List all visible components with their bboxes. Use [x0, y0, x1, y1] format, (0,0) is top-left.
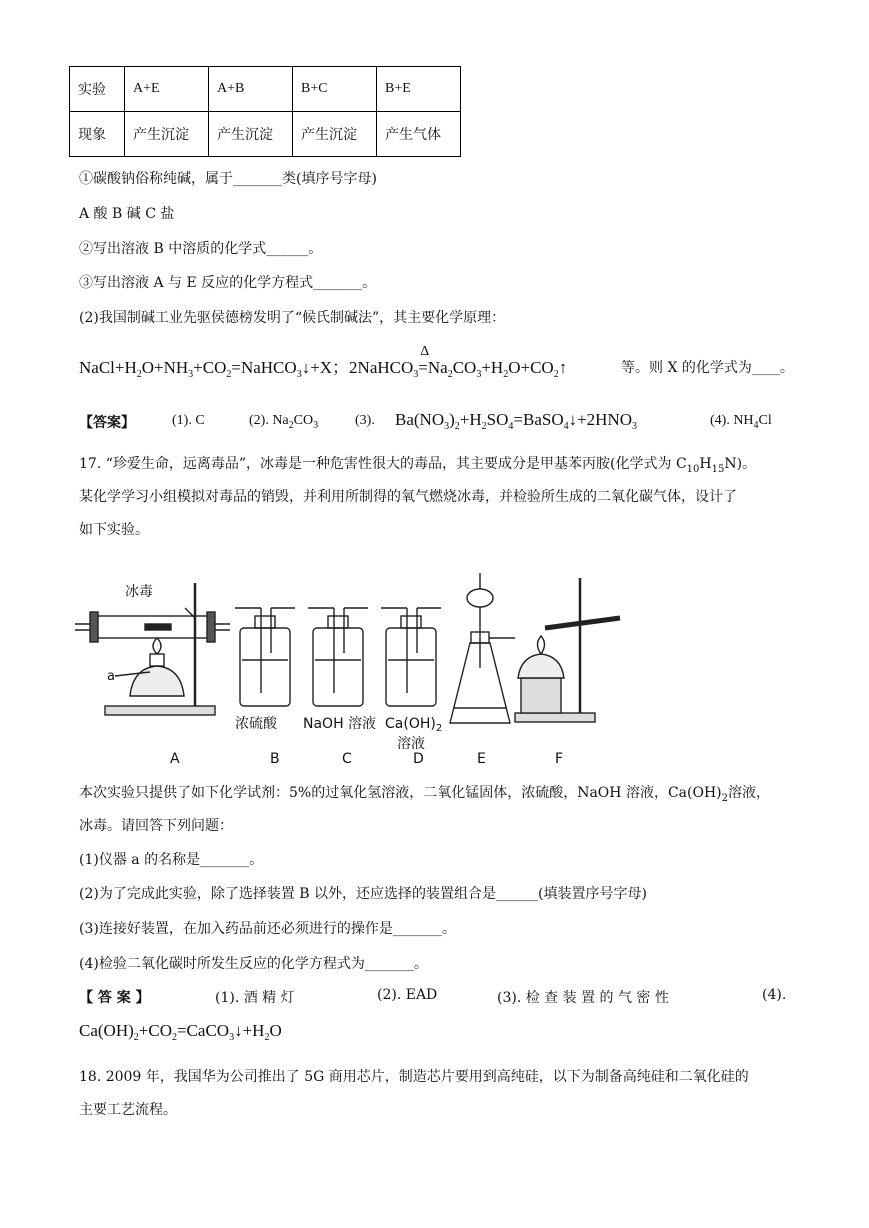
figure-label-d-reagent-2: 溶液	[397, 736, 425, 752]
answer-17-3: (3). 检 查 装 置 的 气 密 性	[497, 990, 669, 1006]
question-17-intro-1	[79, 453, 756, 473]
intro-text: 17. “珍爱生命，远离毒品”，冰毒是一种危害性很大的毒品，其主要成分是甲基苯丙胺(化学式为 C	[79, 456, 687, 472]
figure-label-a: a	[107, 669, 115, 684]
answer-16-4: (4). $NH_4Cl$	[710, 413, 772, 431]
answer-17-4-equation: $Ca(OH)_2+CO_2=CaCO_3↓+H_2O$	[79, 1021, 282, 1043]
answer-16-3-equation: $Ba(NO_3)_2+H_2SO_4=BaSO_4↓+2HNO_3$	[395, 410, 638, 432]
d-reagent-text: Ca(OH)	[385, 716, 436, 732]
answer-16-2-text: (2). Na	[249, 413, 289, 428]
table-cell: A+B	[209, 67, 293, 112]
answer-17-4: (4).	[762, 987, 787, 1003]
table-row	[70, 67, 461, 112]
answer-17-2: (2). EAD	[377, 987, 438, 1003]
reagents-text: 溶液，	[728, 785, 770, 801]
intro-text: H	[699, 456, 712, 472]
sub-text: 2	[721, 793, 728, 804]
figure-letter-b: B	[270, 751, 280, 767]
figure-letter-a: A	[170, 751, 180, 767]
question-16-part-1: ①碳酸钠俗称纯碱，属于_______类(填序号字母)	[79, 171, 377, 187]
experiment-table	[69, 66, 461, 157]
answer-17-1: (1). 酒 精 灯	[215, 990, 295, 1006]
question-16-options: A 酸 B 碱 C 盐	[79, 206, 175, 222]
answer-label: 【答案】	[79, 415, 135, 431]
table-cell: 现象	[70, 112, 125, 157]
d-reagent-sub: 2	[435, 723, 443, 734]
answer-16-4-text: (4). NH	[710, 413, 754, 428]
answer-17-label: 【 答 案 】	[79, 990, 150, 1006]
table-cell: B+E	[377, 67, 461, 112]
table-cell: B+C	[293, 67, 377, 112]
question-17-intro-3: 如下实验。	[79, 522, 149, 538]
table-cell: 产生沉淀	[125, 112, 209, 157]
question-17-part-1: (1)仪器 a 的名称是_______。	[79, 852, 264, 868]
question-17-part-2: (2)为了完成此实验，除了选择装置 B 以外，还应选择的装置组合是______(填装置序号字母)	[79, 886, 647, 902]
apparatus-figure	[75, 568, 635, 768]
answer-16-4-tail: Cl	[758, 413, 772, 428]
table-cell: 实验	[70, 67, 125, 112]
table-cell: A+E	[125, 67, 209, 112]
sub-text: 10	[686, 464, 700, 475]
ice-sample	[145, 624, 171, 630]
figure-letter-c: C	[342, 751, 352, 767]
hou-reaction-equations: $NaCl+H_2O+NH_3+CO_2=NaHCO_3↓+X$；2NaHCO$_3$ Δ $=Na_2CO_3+H_2O+CO_2↑$	[79, 344, 568, 380]
question-16-part-3: ③写出溶液 A 与 E 反应的化学方程式_______。	[79, 275, 377, 291]
figure-label-b-reagent: 浓硫酸	[235, 716, 277, 732]
figure-letter-f: F	[555, 751, 564, 767]
answer-16-3: (3).	[355, 413, 375, 428]
question-18-line-1: 18. 2009 年，我国华为公司推出了 5G 商用芯片，制造芯片要用到高纯硅，以下为制备高纯硅和二氧化硅的	[79, 1069, 749, 1085]
figure-letter-d: D	[413, 751, 424, 767]
question-16-part-4: (2)我国制碱工业先驱侯德榜发明了“候氏制碱法”，其主要化学原理：	[79, 310, 506, 326]
question-17-part-4: (4)检验二氧化碳时所发生反应的化学方程式为_______。	[79, 956, 428, 972]
question-17-reagents-1	[79, 782, 770, 802]
figure-label-c-reagent: NaOH 溶液	[303, 716, 377, 732]
answer-16-1: (1). C	[172, 413, 205, 428]
figure-label-d-reagent	[385, 716, 442, 734]
question-17-intro-2: 某化学学习小组模拟对毒品的销毁，并利用所制得的氧气燃烧冰毒，并检验所生成的二氧化碳气体，设计了	[79, 489, 737, 505]
question-18-line-2: 主要工艺流程。	[79, 1102, 177, 1118]
table-cell: 产生沉淀	[293, 112, 377, 157]
figure-label-ice: 冰毒	[125, 584, 153, 600]
table-cell: 产生气体	[377, 112, 461, 157]
table-row	[70, 112, 461, 157]
reagents-text: 本次实验只提供了如下化学试剂：5%的过氧化氢溶液，二氧化锰固体，浓硫酸，NaOH 溶液，Ca(OH)	[79, 785, 722, 801]
table-cell: 产生沉淀	[209, 112, 293, 157]
equation-tail-text: 等。则 X 的化学式为____。	[621, 360, 794, 376]
sub-text: 15	[711, 464, 725, 475]
question-17-reagents-2: 冰毒。请回答下列问题：	[79, 818, 233, 834]
question-17-part-3: (3)连接好装置，在加入药品前还必须进行的操作是_______。	[79, 921, 456, 937]
answer-16-2: (2). $Na_2CO_3$	[249, 413, 319, 431]
intro-text: N)。	[724, 456, 757, 472]
figure-letter-e: E	[477, 751, 486, 767]
answer-16	[79, 412, 135, 432]
question-16-part-2: ②写出溶液 B 中溶质的化学式______。	[79, 241, 323, 257]
